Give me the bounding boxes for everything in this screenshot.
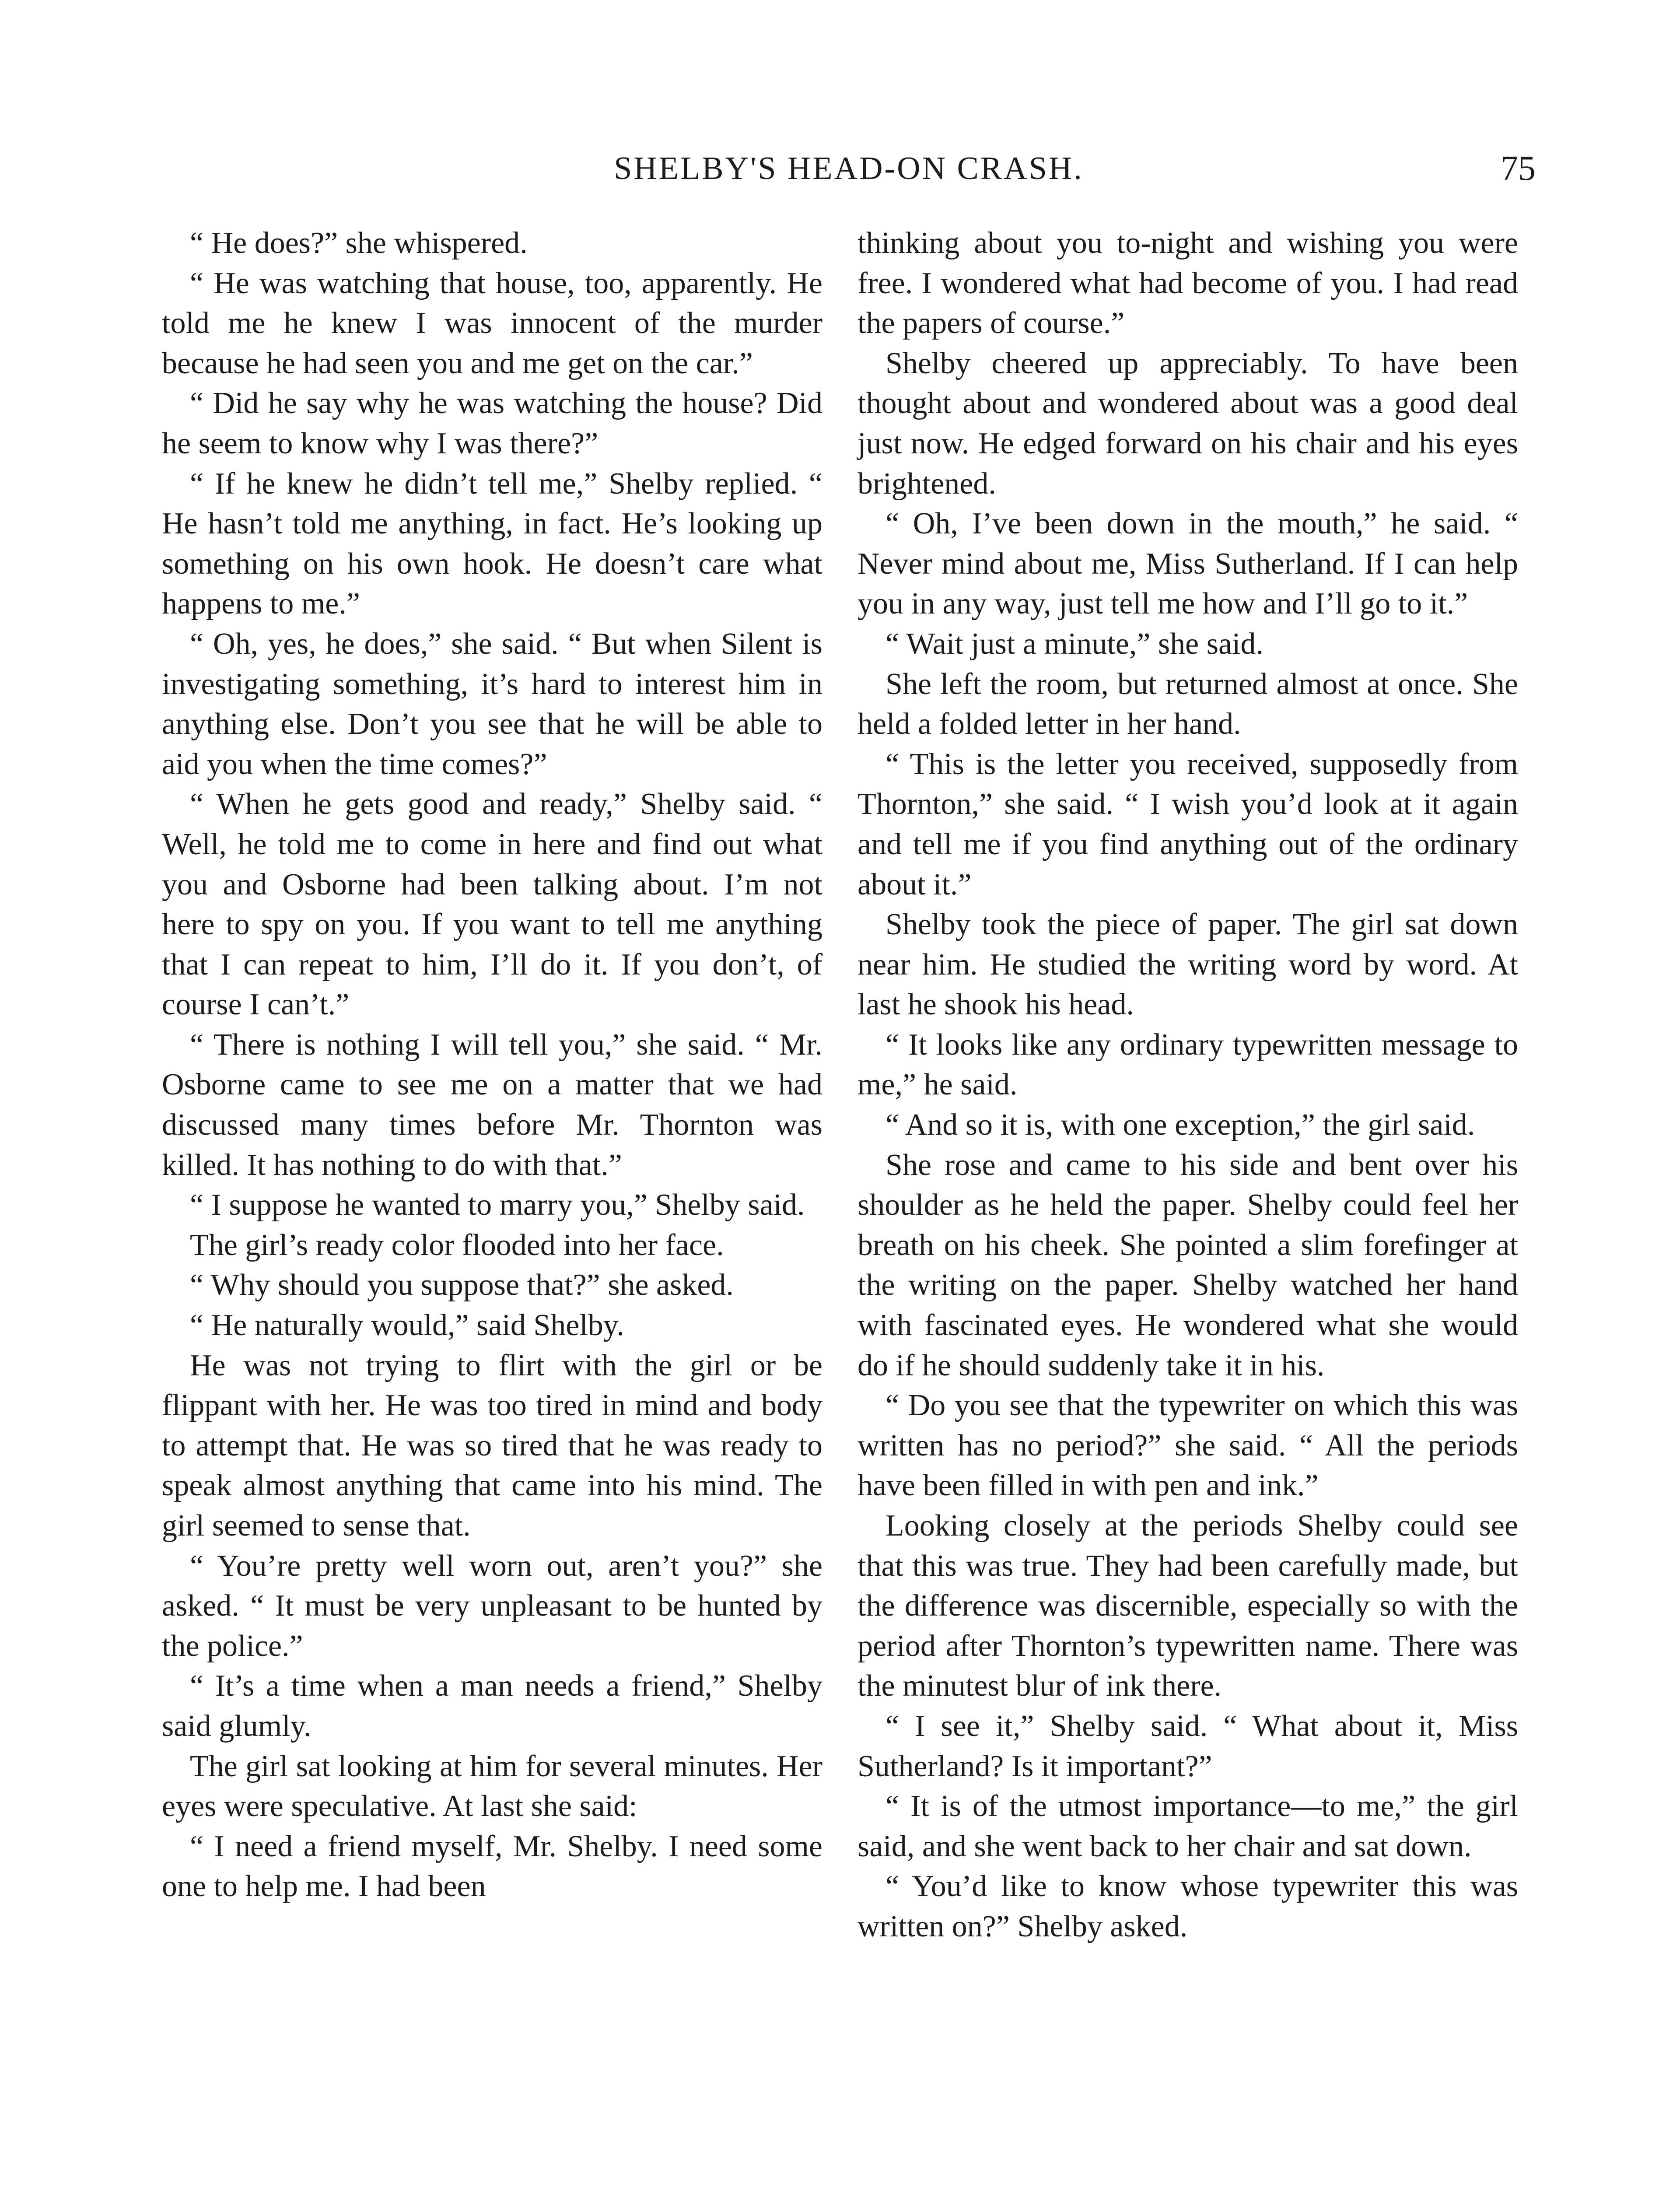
paragraph: “ Do you see that the typewriter on which this was written has no period?” she said. “ All the periods have been filled in with pen and ink.” <box>858 1389 1518 1503</box>
paragraph: He was not trying to flirt with the girl or be flippant with her. He was too tired in mind and body to attempt that. He was so tired that he was ready to speak almost anything that came into his mind. The girl seemed to sense that. <box>162 1348 822 1543</box>
paragraph: She rose and came to his side and bent over his shoulder as he held the paper. Shelby could feel her breath on his cheek. She pointed a slim forefinger at the writing on the paper. Shelby watched her hand with fascinated eyes. He wondered what she would do if he should suddenly take it in his. <box>858 1148 1518 1382</box>
paragraph: The girl’s ready color flooded into her face. <box>190 1228 724 1262</box>
running-title: SHELBY'S HEAD-ON CRASH. <box>614 151 1084 186</box>
paragraph: “ It is of the utmost importance—to me,” the girl said, and she went back to her chair and sat down. <box>858 1789 1518 1863</box>
paragraph: “ It’s a time when a man needs a friend,” Shelby said glumly. <box>162 1669 822 1743</box>
left-column <box>162 223 822 1907</box>
paragraph: “ I see it,” Shelby said. “ What about it, Miss Sutherland? Is it important?” <box>858 1709 1518 1783</box>
paragraph: “ Did he say why he was watching the house? Did he seem to know why I was there?” <box>162 386 822 460</box>
paragraph-continuation: thinking about you to-night and wishing you were free. I wondered what had become of you. I had read the papers of course.” <box>858 226 1518 340</box>
page-header <box>162 144 1536 193</box>
paragraph: Shelby cheered up appreciably. To have been thought about and wondered about was a good deal just now. He edged forward on his chair and his eyes brightened. <box>858 346 1518 501</box>
paragraph: Shelby took the piece of paper. The girl sat down near him. He studied the writing word by word. At last he shook his head. <box>858 908 1518 1022</box>
paragraph: “ He does?” she whispered. <box>190 226 528 260</box>
paragraph: “ Wait just a minute,” she said. <box>886 627 1264 661</box>
paragraph: “ And so it is, with one exception,” the girl said. <box>886 1108 1475 1142</box>
paragraph: “ I need a friend myself, Mr. Shelby. I need some one to help me. I had been <box>162 1829 822 1904</box>
paragraph: “ When he gets good and ready,” Shelby said. “ Well, he told me to come in here and find out what you and Osborne had been talking about. I’m not here to spy on you. If you want to tell me anything that I can repeat to him, I’ll do it. If you don’t, of course I can’t.” <box>162 787 822 1022</box>
paragraph: The girl sat looking at him for several minutes. Her eyes were speculative. At last she said: <box>162 1749 822 1823</box>
paragraph: “ If he knew he didn’t tell me,” Shelby replied. “ He hasn’t told me anything, in fact. He’s looking up something on his own hook. He doesn’t care what happens to me.” <box>162 466 822 621</box>
paragraph: “ He naturally would,” said Shelby. <box>190 1308 624 1343</box>
paragraph: “ Why should you suppose that?” she asked. <box>190 1268 734 1302</box>
paragraph: “ He was watching that house, too, apparently. He told me he knew I was innocent of the murder because he had seen you and me get on the car.” <box>162 266 822 380</box>
paragraph: She left the room, but returned almost at once. She held a folded letter in her hand. <box>858 667 1518 741</box>
paragraph: “ You’d like to know whose typewriter this was written on?” Shelby asked. <box>858 1869 1518 1943</box>
right-column <box>858 223 1518 1947</box>
paragraph: “ I suppose he wanted to marry you,” Shelby said. <box>190 1188 805 1222</box>
paragraph: Looking closely at the periods Shelby could see that this was true. They had been carefully made, but the difference was discernible, especially so with the period after Thornton’s typewritten name. There was the minutest blur of ink there. <box>858 1509 1518 1703</box>
paragraph: “ There is nothing I will tell you,” she said. “ Mr. Osborne came to see me on a matter that we had discussed many times before Mr. Thornton was killed. It has nothing to do with that.” <box>162 1027 822 1182</box>
paragraph: “ You’re pretty well worn out, aren’t you?” she asked. “ It must be very unpleasant to be hunted by the police.” <box>162 1549 822 1663</box>
paragraph: “ This is the letter you received, supposedly from Thornton,” she said. “ I wish you’d look at it again and tell me if you find anything out of the ordinary about it.” <box>858 747 1518 901</box>
paragraph: “ Oh, yes, he does,” she said. “ But when Silent is investigating something, it’s hard to interest him in anything else. Don’t you see that he will be able to aid you when the time comes?” <box>162 627 822 781</box>
paragraph: “ It looks like any ordinary typewritten message to me,” he said. <box>858 1027 1518 1102</box>
paragraph: “ Oh, I’ve been down in the mouth,” he said. “ Never mind about me, Miss Sutherland. If I can help you in any way, just tell me how and I’ll go to it.” <box>858 507 1518 621</box>
page-number: 75 <box>1501 149 1536 188</box>
